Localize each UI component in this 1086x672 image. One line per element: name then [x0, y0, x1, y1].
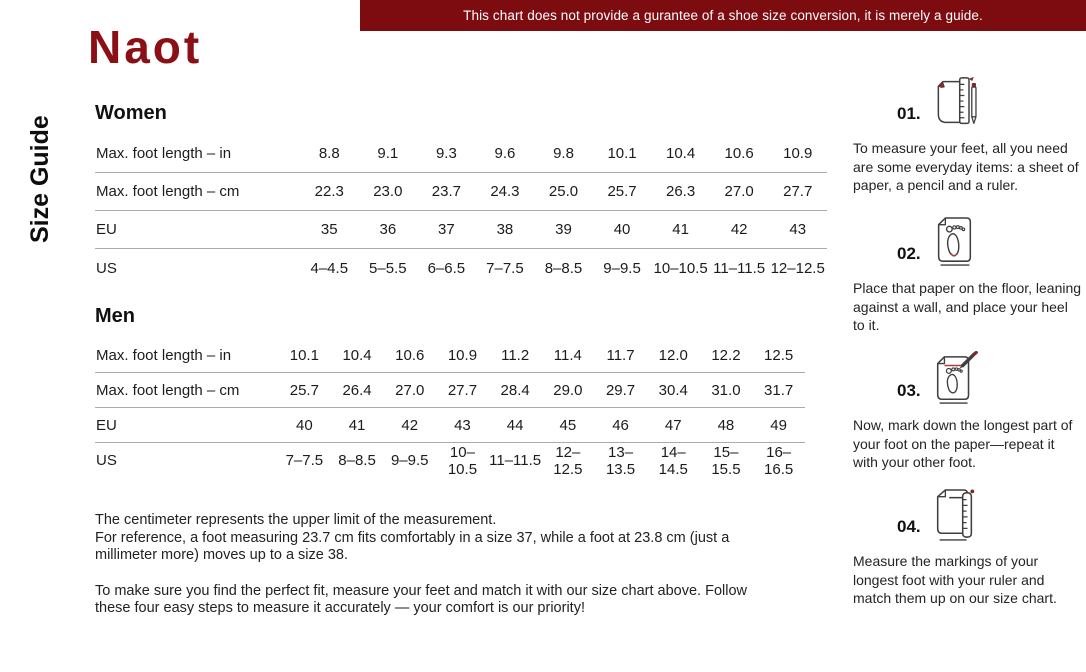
note-line: For reference, a foot measuring 23.7 cm fits comfortably in a size 37, while a foot at 23.8 cm (just a millimeter more) moves up to a size 38. [95, 529, 730, 563]
row-label: Max. foot length – in [96, 145, 232, 162]
paper-footprint-icon [930, 214, 978, 270]
table-row [95, 338, 805, 373]
size-value: 9.3 [435, 145, 457, 162]
size-value: 44 [506, 416, 524, 434]
size-value: 12–12.5 [770, 259, 825, 277]
size-value: 11.7 [606, 346, 635, 364]
step-1 [853, 70, 1083, 195]
size-value: 10.9 [447, 346, 478, 364]
step-description: Now, mark down the longest part of your foot on the paper—repeat it with your other foot. [853, 417, 1073, 470]
size-value: 26.4 [342, 381, 372, 399]
size-value: 15–15.5 [711, 443, 741, 478]
size-value: 6–6.5 [427, 259, 466, 277]
table-rows [95, 338, 805, 478]
size-value: 23.0 [373, 183, 403, 200]
step-number: 03. [897, 381, 921, 400]
size-value: 11–11.5 [713, 259, 766, 277]
size-value: 46 [612, 416, 629, 434]
disclaimer-banner [360, 0, 1086, 31]
size-value: 12.5 [764, 346, 794, 364]
table-row [95, 135, 827, 173]
size-value: 30.4 [658, 381, 688, 399]
step-2-header [853, 210, 1083, 270]
size-value: 25.7 [607, 183, 637, 200]
note-line: The centimeter represents the upper limit of the measurement. [95, 512, 497, 528]
page-title: Size Guide [26, 115, 54, 243]
size-value: 12.2 [711, 346, 741, 364]
step-number: 02. [897, 244, 921, 263]
size-value: 8.8 [318, 145, 340, 162]
size-value: 27.0 [724, 183, 754, 200]
size-value: 7–7.5 [285, 452, 324, 469]
size-value: 9.6 [494, 145, 516, 162]
size-value: 40 [613, 221, 631, 238]
size-value: 27.0 [395, 381, 425, 399]
step-3 [853, 347, 1083, 472]
size-value: 24.3 [490, 183, 520, 200]
size-value: 42 [401, 416, 419, 434]
size-value: 41 [348, 416, 366, 434]
size-value: 10.1 [607, 145, 637, 162]
size-value: 5–5.5 [369, 259, 407, 277]
row-label: US [96, 452, 117, 469]
size-value: 11.2 [501, 346, 530, 364]
size-value: 25.7 [289, 381, 319, 399]
size-value: 4–4.5 [310, 259, 349, 277]
size-value: 10.4 [342, 346, 372, 364]
table-row [95, 408, 805, 443]
size-value: 41 [672, 221, 689, 238]
paper-ruler-pencil-icon [930, 74, 982, 130]
table-row [95, 443, 805, 478]
size-value: 48 [717, 416, 735, 434]
row-label: Max. foot length – cm [96, 183, 240, 200]
size-value: 28.4 [500, 381, 530, 399]
row-label: Max. foot length – in [96, 346, 232, 364]
row-label: Max. foot length – cm [96, 381, 240, 399]
row-label: EU [96, 416, 117, 434]
size-value: 31.0 [711, 381, 741, 399]
table-title: Women [95, 102, 167, 124]
step-description: Place that paper on the floor, leaning against a wall, and place your heel to it. [853, 280, 1082, 333]
step-2 [853, 210, 1083, 335]
size-value: 10–10.5 [653, 259, 708, 277]
size-value: 13–13.5 [605, 443, 636, 478]
size-value: 45 [559, 416, 577, 434]
size-value: 11–11.5 [489, 452, 542, 469]
size-value: 10.9 [783, 145, 813, 162]
size-value: 27.7 [783, 183, 813, 200]
step-number: 01. [897, 104, 921, 123]
table-row [95, 211, 827, 249]
row-label: EU [96, 221, 117, 238]
size-value: 35 [320, 221, 338, 238]
size-value: 47 [664, 416, 682, 434]
size-value: 12–12.5 [553, 443, 583, 478]
size-value: 12.0 [658, 346, 688, 364]
table-row [95, 173, 827, 211]
size-value: 36 [379, 221, 397, 238]
women-size-table [95, 102, 827, 287]
size-value: 9.8 [553, 145, 574, 162]
size-value: 38 [496, 221, 514, 238]
note-line: To make sure you find the perfect fit, measure your feet and match it with our size chart above. Follow these four easy steps to measure it accurately — your comfort is our priority! [95, 582, 748, 616]
step-1-header [853, 70, 1083, 130]
size-value: 10.6 [395, 346, 425, 364]
size-value: 10.1 [289, 346, 319, 364]
paper-ruler-icon [930, 485, 980, 543]
men-size-table [95, 305, 805, 478]
size-value: 25.0 [548, 183, 579, 200]
row-label: US [96, 259, 117, 277]
table-title: Men [95, 305, 135, 327]
size-value: 37 [438, 221, 455, 238]
size-value: 42 [730, 221, 748, 238]
size-value: 29.0 [553, 381, 583, 399]
paper-footprint-pencil-icon [930, 351, 982, 407]
size-value: 8–8.5 [338, 452, 376, 469]
step-4-header [853, 483, 1083, 543]
size-value: 40 [296, 416, 313, 434]
table-row [95, 249, 827, 287]
size-value: 10.6 [724, 145, 754, 162]
size-value: 29.7 [605, 381, 636, 399]
size-value: 31.7 [764, 381, 794, 399]
step-3-header [853, 347, 1083, 407]
step-description: To measure your feet, all you need are some everyday items: a sheet of paper, a pencil and a ruler. [853, 140, 1079, 193]
size-value: 43 [454, 416, 471, 434]
size-value: 10.4 [666, 145, 696, 162]
disclaimer-text: This chart does not provide a gurantee of a shoe size conversion, it is merely a guide. [463, 8, 983, 23]
step-number: 04. [897, 517, 921, 536]
size-value: 9.1 [377, 145, 399, 162]
size-value: 9–9.5 [603, 259, 641, 277]
size-value: 26.3 [666, 183, 696, 200]
size-value: 11.4 [553, 346, 582, 364]
step-4 [853, 483, 1083, 608]
size-value: 49 [770, 416, 787, 434]
size-value: 22.3 [314, 183, 344, 200]
size-value: 27.7 [447, 381, 478, 399]
size-value: 43 [789, 221, 807, 238]
size-value: 9–9.5 [390, 452, 429, 469]
size-value: 7–7.5 [486, 259, 524, 277]
size-value: 16–16.5 [764, 443, 794, 478]
naot-logo: Naot [88, 21, 203, 73]
size-value: 10–10.5 [447, 443, 478, 478]
notes-block [95, 512, 750, 618]
size-value: 39 [555, 221, 572, 238]
table-rows [95, 135, 827, 287]
table-row [95, 373, 805, 408]
size-value: 8–8.5 [544, 259, 583, 277]
size-value: 23.7 [431, 183, 461, 200]
size-value: 14–14.5 [658, 443, 688, 478]
step-description: Measure the markings of your longest foot with your ruler and match them up on our size chart. [853, 553, 1057, 606]
